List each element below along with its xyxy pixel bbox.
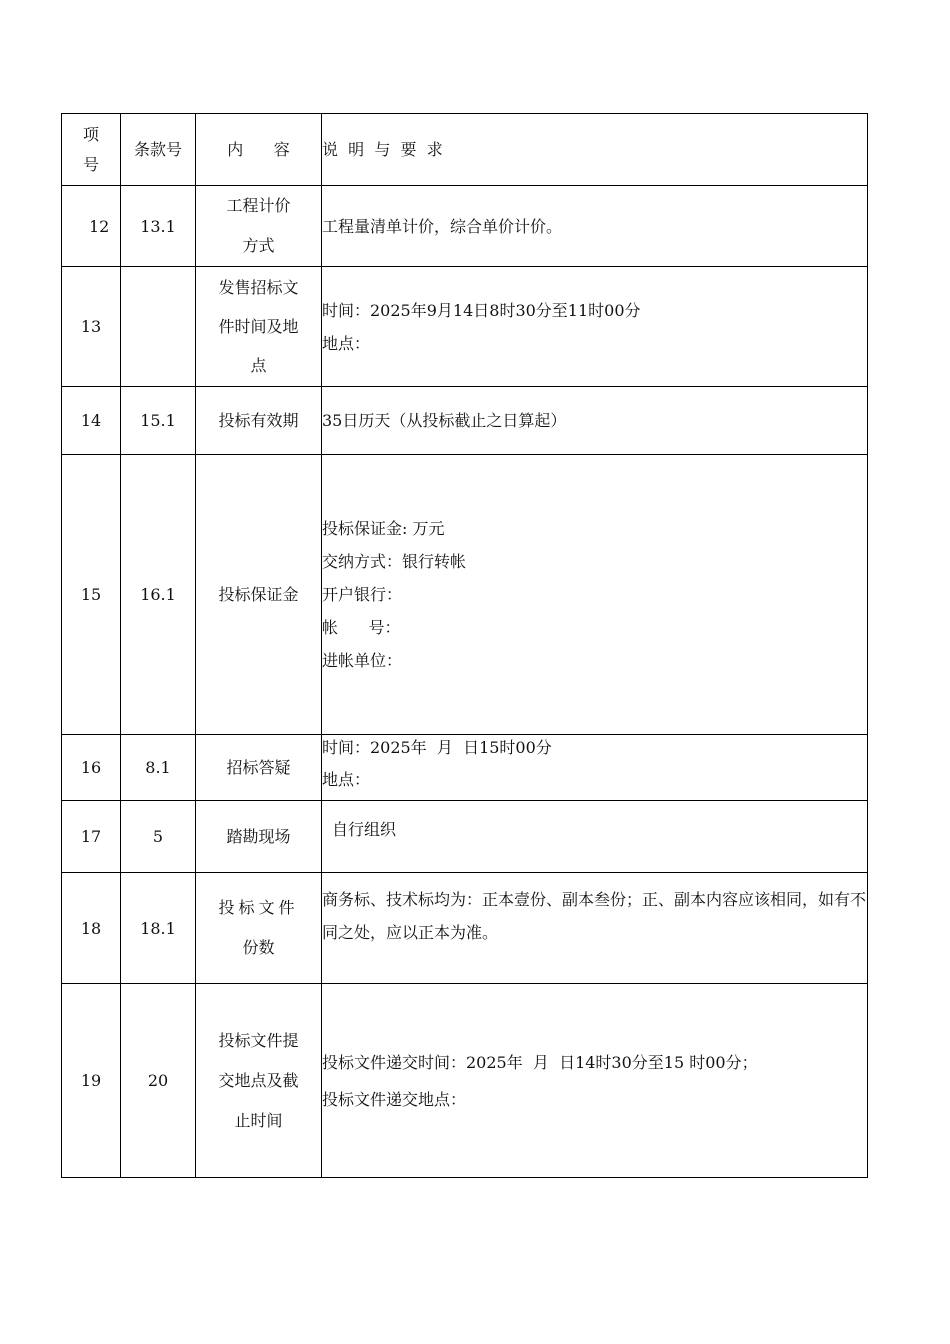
content-line: 件时间及地 (218, 317, 299, 336)
item-number: 18 (62, 873, 121, 984)
content-line: 发售招标文 (218, 278, 299, 297)
content-line: 招标答疑 (226, 758, 291, 777)
content-line: 投标文件提 (218, 1030, 299, 1050)
item-number: 14 (62, 387, 121, 455)
content-line: 工程计价 (226, 196, 291, 215)
content-line: 踏勘现场 (226, 827, 291, 846)
description-cell (322, 267, 868, 387)
description-line: 35日历天（从投标截止之日算起） (322, 411, 567, 430)
header-item-number: 项 号 (62, 114, 121, 186)
description-line: 投标保证金: 万元 (322, 519, 445, 538)
table-row (62, 387, 868, 455)
clause-number: 5 (121, 801, 196, 873)
description-cell (322, 984, 868, 1178)
content-cell (196, 387, 322, 455)
description-cell (322, 873, 868, 984)
clause-number: 16.1 (121, 455, 196, 735)
content-line: 投标文件 (218, 898, 299, 917)
description-line: 商务标、技术标均为：正本壹份、副本叁份；正、副本内容应该相同，如有不同之处，应以正本为准。 (322, 890, 867, 942)
table-header-row (62, 114, 868, 186)
content-line: 点 (250, 356, 267, 375)
content-cell (196, 801, 322, 873)
content-line: 止时间 (234, 1110, 283, 1130)
description-line: 交纳方式：银行转帐 (322, 552, 467, 571)
clause-number: 20 (121, 984, 196, 1178)
description-cell (322, 455, 868, 735)
table-row (62, 984, 868, 1178)
table-row (62, 801, 868, 873)
description-line: 帐 号： (322, 618, 401, 637)
content-line: 方式 (242, 236, 275, 255)
description-line: 时间：2025年 月 日15时00分 (322, 738, 552, 757)
item-number: 16 (62, 735, 121, 801)
content-cell (196, 984, 322, 1178)
description-line: 地点： (322, 770, 371, 789)
description-line: 开户银行： (322, 585, 403, 604)
clause-number: 15.1 (121, 387, 196, 455)
clause-number: 8.1 (121, 735, 196, 801)
description-line: 工程量清单计价，综合单价计价。 (322, 216, 563, 236)
header-content: 内 容 (196, 114, 322, 186)
tender-requirements-table (61, 113, 868, 1178)
content-cell (196, 735, 322, 801)
description-line: 时间：2025年9月14日8时30分至11时00分 (322, 300, 641, 320)
content-line: 份数 (242, 938, 275, 957)
table-row (62, 186, 868, 267)
content-cell (196, 186, 322, 267)
item-number: 12 (62, 186, 121, 267)
clause-number (121, 267, 196, 387)
content-cell (196, 455, 322, 735)
description-line: 投标文件递交时间：2025年 月 日14时30分至15 时00分； (322, 1052, 758, 1072)
content-line: 交地点及截 (218, 1070, 299, 1090)
description-cell (322, 735, 868, 801)
item-number: 17 (62, 801, 121, 873)
content-cell (196, 267, 322, 387)
table-row (62, 873, 868, 984)
item-number: 13 (62, 267, 121, 387)
content-line: 投标保证金 (218, 585, 299, 604)
description-line: 地点： (322, 333, 371, 353)
content-cell (196, 873, 322, 984)
description-cell (322, 801, 868, 873)
description-line: 投标文件递交地点： (322, 1089, 467, 1109)
item-number: 19 (62, 984, 121, 1178)
table-row (62, 455, 868, 735)
header-clause-number: 条款号 (121, 114, 196, 186)
description-cell (322, 186, 868, 267)
content-line: 投标有效期 (218, 411, 299, 430)
table-row (62, 735, 868, 801)
description-line: 进帐单位： (322, 651, 403, 670)
description-line: 自行组织 (332, 820, 397, 839)
clause-number: 18.1 (121, 873, 196, 984)
table-row (62, 267, 868, 387)
header-description: 说 明 与 要 求 (322, 114, 868, 186)
clause-number: 13.1 (121, 186, 196, 267)
description-cell (322, 387, 868, 455)
item-number: 15 (62, 455, 121, 735)
